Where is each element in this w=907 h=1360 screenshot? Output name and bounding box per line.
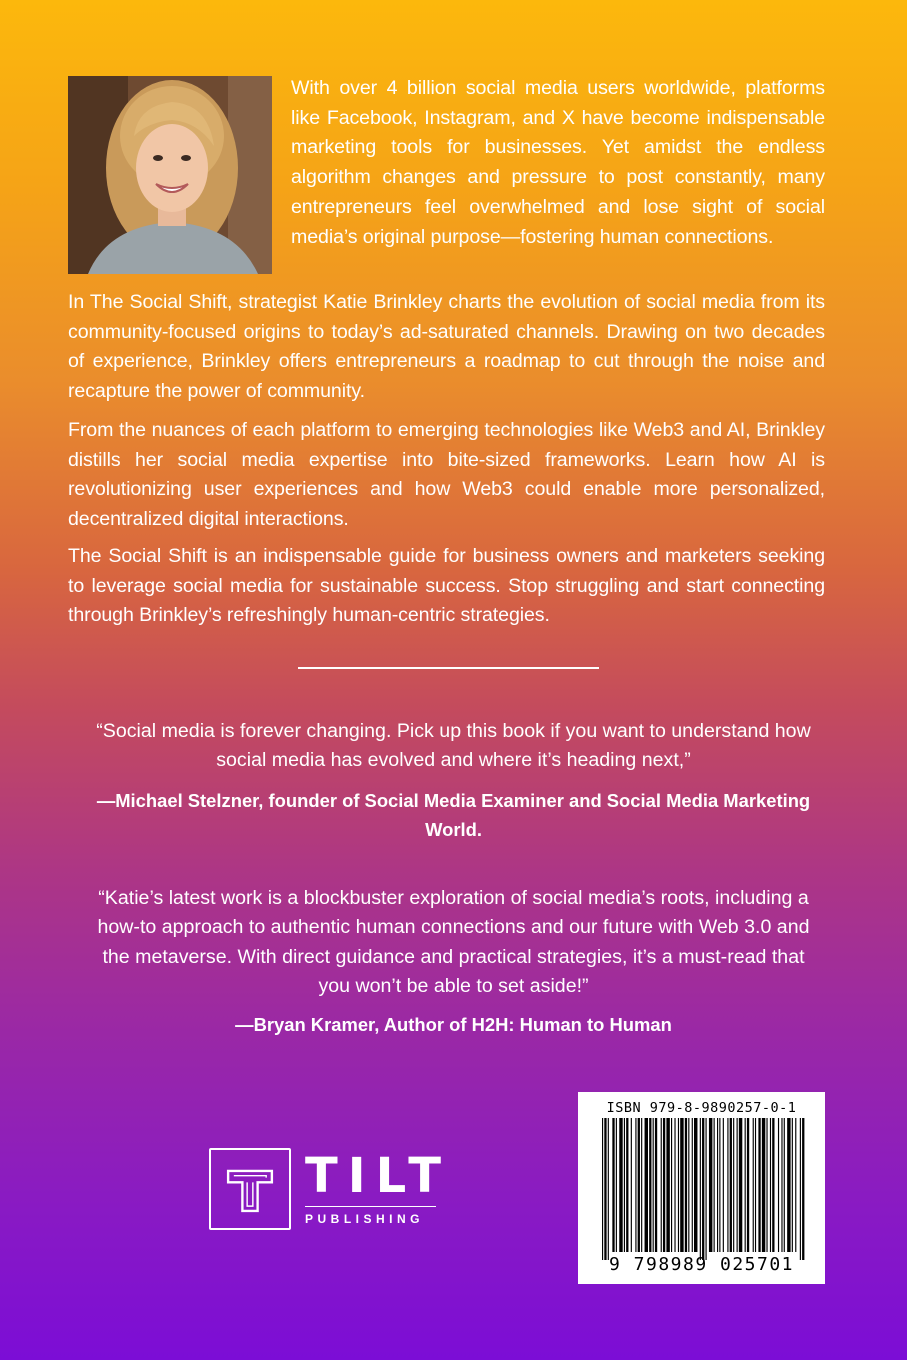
barcode-bar [753,1118,754,1252]
barcode-bar [685,1118,687,1252]
barcode-bar [766,1118,767,1252]
isbn-label: ISBN 979-8-9890257-0-1 [606,1100,797,1116]
barcode-bar [694,1118,697,1252]
barcode-bar [645,1118,648,1252]
barcode-bar [723,1118,724,1252]
barcode-bar [770,1118,771,1252]
barcode-bar [700,1118,701,1260]
barcode-bar [638,1118,640,1252]
barcode-bar [626,1118,628,1252]
barcode-bar [714,1118,715,1252]
barcode-bar [727,1118,728,1252]
barcode-bar [802,1118,804,1260]
barcode-bar [781,1118,782,1252]
barcode-bar [795,1118,796,1252]
barcode-bar [619,1118,622,1252]
barcode-bar [688,1118,689,1252]
barcode-icon [598,1118,809,1260]
barcode-bar [800,1118,801,1260]
tilt-t-icon [209,1148,291,1230]
section-divider [298,667,599,669]
barcode-bar [784,1118,785,1252]
endorsement-attribution: —Bryan Kramer, Author of H2H: Human to Human [235,1014,672,1035]
barcode-bar [762,1118,765,1252]
barcode-bar [663,1118,665,1252]
barcode-bar [602,1118,603,1260]
barcode-bar [758,1118,760,1252]
barcode-bar [616,1118,617,1252]
barcode-bar [719,1118,720,1252]
endorsement-quote: “Katie’s latest work is a blockbuster exploration of social media’s roots, including a how-to approach to authentic human connections and our future with Web 3.0 and the metaverse. With direct guidance and practical strategies, it’s a must-read that you won’t be able to set aside!” [97,887,810,997]
publisher-logo-divider [305,1206,436,1207]
barcode-bar [733,1118,734,1252]
barcode-bar [706,1118,707,1260]
publisher-name: TILT [305,1148,451,1204]
barcode-bar [739,1118,742,1252]
barcode-bar [745,1118,746,1252]
barcode-bar [624,1118,625,1252]
barcode-bar [678,1118,679,1252]
barcode-bar [641,1118,642,1252]
barcode-number: 9 798989 025701 [608,1254,795,1275]
publisher-subtitle: PUBLISHING [305,1212,425,1226]
blurb-paragraph-intro: With over 4 billion social media users worldwide, platforms like Facebook, Instagram, and X have become indispensable marketing tools for businesses. Yet amidst the endless algorithm changes and pressure to post constantly, many entrepreneurs feel overwhelmed and lose sight of social media’s original purpose—fostering human connections. [291,77,825,248]
barcode-bar [661,1118,662,1252]
blurb-paragraph-technologies: From the nuances of each platform to emerging technologies like Web3 and AI, Brinkley distills her social media expertise into bite-sized frameworks. Learn how AI is revolutionizing user experiences and how Web3 could enable more personalized, decentralized digital interactions. [68,419,825,531]
barcode-bar [709,1118,712,1252]
isbn-barcode [578,1092,825,1284]
author-photo [68,76,272,274]
barcode-bar [747,1118,749,1252]
blurb-paragraph-evolution: In The Social Shift, strategist Katie Brinkley charts the evolution of social media from its community-focused origins to today’s ad-saturated channels. Drawing on two decades of experience, Brinkley offers entrepreneurs a roadmap to cut through the noise and recapture the power of community. [68,291,825,403]
barcode-bar [604,1118,606,1260]
barcode-bar [755,1118,756,1252]
barcode-bar [608,1118,609,1260]
blurb-paragraph-closing: The Social Shift is an indispensable guide for business owners and marketers seeking to leverage social media for sustainable success. Stop struggling and start connecting through Brinkley’s refreshingly human-centric strategies. [68,545,825,627]
barcode-bar [612,1118,614,1252]
endorsement-quote: “Social media is forever changing. Pick up this book if you want to understand how social media has evolved and where it’s heading next,” [96,720,811,772]
endorsement-attribution: —Michael Stelzner, founder of Social Media Examiner and Social Media Marketing World. [96,790,811,841]
publisher-logo [209,1148,451,1232]
barcode-bar [655,1118,657,1252]
barcode-bar [674,1118,675,1252]
barcode-bar [737,1118,738,1252]
barcode-bar [717,1118,718,1252]
barcode-bar [671,1118,672,1252]
barcode-bar [730,1118,732,1252]
barcode-bar [772,1118,774,1252]
barcode-bar [631,1118,632,1252]
barcode-bar [653,1118,654,1252]
barcode-bar [778,1118,779,1252]
barcode-bar [666,1118,669,1252]
barcode-bar [692,1118,693,1252]
barcode-bar [649,1118,651,1252]
barcode-bar [635,1118,636,1252]
barcode-bar [702,1118,704,1260]
barcode-bar [680,1118,683,1252]
barcode-bar [787,1118,790,1252]
barcode-bar [792,1118,793,1252]
